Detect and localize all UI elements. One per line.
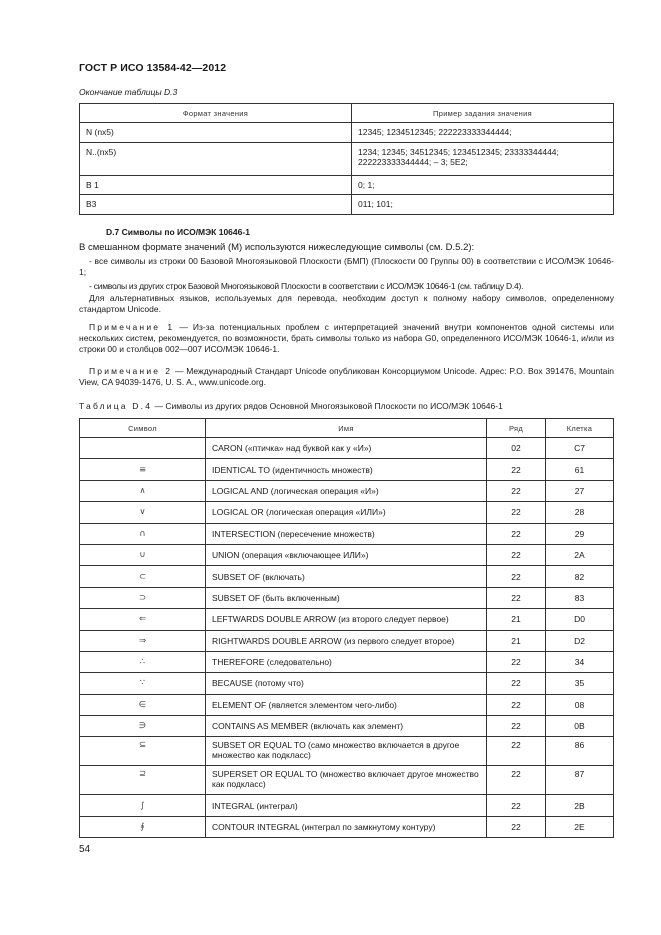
column-header-example: Пример задания значения xyxy=(352,104,614,123)
cell-row: 22 xyxy=(487,651,546,672)
table-row xyxy=(80,609,614,630)
cell-name: LOGICAL OR (логическая операция «ИЛИ») xyxy=(206,502,487,523)
table-row xyxy=(80,694,614,715)
cell-cell: 2A xyxy=(546,544,614,565)
cell-symbol: ≡ xyxy=(80,459,206,480)
table-row xyxy=(80,195,614,215)
cell-example: 12345; 1234512345; 222223333344444; xyxy=(352,123,614,143)
cell-cell: 28 xyxy=(546,502,614,523)
bullet-item: - символы из других строк Базовой Многоязыковой Плоскости в соответствии с ИСО/МЭК 10646-1 (см. таблицу D.4). xyxy=(89,281,524,291)
caption-label: Таблица D.4 xyxy=(79,401,153,411)
cell-symbol: ∴ xyxy=(80,651,206,672)
cell-format: N..(nx5) xyxy=(80,142,352,175)
cell-name: ELEMENT OF (является элементом чего-либо) xyxy=(206,694,487,715)
section-title: D.7 Символы по ИСО/МЭК 10646-1 xyxy=(106,227,250,237)
paragraph: Для альтернативных языков, используемых для перевода, необходим доступ к полному набору символов, определенному стандартом Unicode. xyxy=(79,293,614,314)
cell-cell: 82 xyxy=(546,566,614,587)
table-row xyxy=(80,716,614,737)
cell-row: 22 xyxy=(487,566,546,587)
cell-symbol xyxy=(80,438,206,459)
cell-name: CONTAINS AS MEMBER (включать как элемент) xyxy=(206,716,487,737)
cell-symbol: ∵ xyxy=(80,673,206,694)
cell-row: 22 xyxy=(487,716,546,737)
table-row xyxy=(80,480,614,501)
cell-cell: 86 xyxy=(546,737,614,766)
cell-cell: 27 xyxy=(546,480,614,501)
cell-name: INTEGRAL (интеграл) xyxy=(206,795,487,816)
table-row xyxy=(80,523,614,544)
table-row xyxy=(80,630,614,651)
cell-symbol: ⊃ xyxy=(80,587,206,608)
cell-cell: 08 xyxy=(546,694,614,715)
table-d4-caption xyxy=(79,401,503,411)
table-row xyxy=(80,544,614,565)
cell-symbol: ⊂ xyxy=(80,566,206,587)
cell-symbol: ⊆ xyxy=(80,737,206,766)
cell-name: SUBSET OR EQUAL TO (само множество включается в другое множество как подкласс) xyxy=(206,737,487,766)
table-row xyxy=(80,175,614,195)
cell-cell: 2B xyxy=(546,795,614,816)
cell-symbol: ∨ xyxy=(80,502,206,523)
cell-symbol: ∧ xyxy=(80,480,206,501)
table-row xyxy=(80,766,614,795)
table-row xyxy=(80,737,614,766)
cell-row: 22 xyxy=(487,544,546,565)
cell-row: 22 xyxy=(487,816,546,837)
caption-text: — Символы из других рядов Основной Многоязыковой Плоскости по ИСО/МЭК 10646-1 xyxy=(152,401,503,411)
note-label: Примечание 1 xyxy=(89,322,175,332)
cell-name: RIGHTWARDS DOUBLE ARROW (из первого следует второе) xyxy=(206,630,487,651)
table-row xyxy=(80,566,614,587)
table-row xyxy=(80,502,614,523)
cell-name: BECAUSE (потому что) xyxy=(206,673,487,694)
table-row xyxy=(80,142,614,175)
cell-symbol: ⇒ xyxy=(80,630,206,651)
cell-cell: 61 xyxy=(546,459,614,480)
cell-name: CONTOUR INTEGRAL (интеграл по замкнутому контуру) xyxy=(206,816,487,837)
cell-symbol: ∋ xyxy=(80,716,206,737)
table-row xyxy=(80,459,614,480)
cell-row: 21 xyxy=(487,609,546,630)
table-row xyxy=(80,123,614,143)
cell-cell: 34 xyxy=(546,651,614,672)
cell-name: CARON («птичка» над буквой как у «И») xyxy=(206,438,487,459)
cell-row: 22 xyxy=(487,673,546,694)
note-label: Примечание 2 xyxy=(89,366,173,376)
cell-symbol: ⊇ xyxy=(80,766,206,795)
note-1 xyxy=(79,322,614,354)
cell-symbol: ∈ xyxy=(80,694,206,715)
cell-example: 011; 101; xyxy=(352,195,614,215)
cell-row: 02 xyxy=(487,438,546,459)
cell-name: SUPERSET OR EQUAL TO (множество включает другое множество как подкласс) xyxy=(206,766,487,795)
column-header-row: Ряд xyxy=(487,419,546,438)
table-row xyxy=(80,816,614,837)
column-header-format: Формат значения xyxy=(80,104,352,123)
cell-name: LOGICAL AND (логическая операция «И») xyxy=(206,480,487,501)
page-number: 54 xyxy=(79,844,91,855)
table-d3-caption: Окончание таблицы D.3 xyxy=(79,87,178,97)
table-header-row xyxy=(80,419,614,438)
cell-example: 1234; 12345; 34512345; 1234512345; 23333344444; 222223333344444; – 3; 5E2; xyxy=(352,142,614,175)
cell-symbol: ⇐ xyxy=(80,609,206,630)
table-row xyxy=(80,795,614,816)
cell-name: SUBSET OF (включать) xyxy=(206,566,487,587)
document-header: ГОСТ Р ИСО 13584-42—2012 xyxy=(79,62,227,74)
cell-row: 22 xyxy=(487,694,546,715)
cell-symbol: ∮ xyxy=(80,816,206,837)
table-d3 xyxy=(79,103,614,215)
cell-row: 22 xyxy=(487,523,546,544)
cell-cell: D0 xyxy=(546,609,614,630)
note-text: — Из-за потенциальных проблем с интерпретацией значений внутри компонентов одной системы или нескольких систем, рекомендуется, по возможности, брать символы только из набора G0, определенного ИСО/МЭК 10646-1, и/или из строки 00 и столбцов 002—007 ИСО/МЭК 10646-1. xyxy=(79,322,614,354)
cell-row: 22 xyxy=(487,795,546,816)
cell-cell: 0B xyxy=(546,716,614,737)
cell-symbol: ∩ xyxy=(80,523,206,544)
table-row xyxy=(80,651,614,672)
cell-name: IDENTICAL TO (идентичность множеств) xyxy=(206,459,487,480)
cell-row: 22 xyxy=(487,480,546,501)
table-row xyxy=(80,673,614,694)
cell-format: N (nx5) xyxy=(80,123,352,143)
cell-name: THEREFORE (следовательно) xyxy=(206,651,487,672)
cell-name: LEFTWARDS DOUBLE ARROW (из второго следует первое) xyxy=(206,609,487,630)
table-row xyxy=(80,587,614,608)
cell-symbol: ∪ xyxy=(80,544,206,565)
cell-example: 0; 1; xyxy=(352,175,614,195)
note-2 xyxy=(79,366,614,388)
cell-cell: 83 xyxy=(546,587,614,608)
table-header-row xyxy=(80,104,614,123)
cell-name: INTERSECTION (пересечение множеств) xyxy=(206,523,487,544)
cell-row: 22 xyxy=(487,737,546,766)
cell-cell: 87 xyxy=(546,766,614,795)
column-header-symbol: Символ xyxy=(80,419,206,438)
cell-row: 22 xyxy=(487,587,546,608)
cell-name: UNION (операция «включающее ИЛИ») xyxy=(206,544,487,565)
table-d4 xyxy=(79,418,614,838)
cell-name: SUBSET OF (быть включенным) xyxy=(206,587,487,608)
cell-row: 22 xyxy=(487,459,546,480)
table-row xyxy=(80,438,614,459)
cell-row: 21 xyxy=(487,630,546,651)
cell-symbol: ∫ xyxy=(80,795,206,816)
cell-cell: 2E xyxy=(546,816,614,837)
cell-cell: C7 xyxy=(546,438,614,459)
cell-format: B 1 xyxy=(80,175,352,195)
cell-row: 22 xyxy=(487,502,546,523)
column-header-name: Имя xyxy=(206,419,487,438)
cell-row: 22 xyxy=(487,766,546,795)
note-text: — Международный Стандарт Unicode опубликован Консорциумом Unicode. Адрес: P.O. Box 391476, Mountain View, CA 94039-1476, U. S. A., www.unicode.org. xyxy=(79,366,614,387)
section-lead: В смешанном формате значений (M) используются нижеследующие символы (см. D.5.2): xyxy=(79,242,475,253)
cell-format: B3 xyxy=(80,195,352,215)
cell-cell: D2 xyxy=(546,630,614,651)
cell-cell: 29 xyxy=(546,523,614,544)
column-header-cell: Клетка xyxy=(546,419,614,438)
cell-cell: 35 xyxy=(546,673,614,694)
bullet-item: - все символы из строки 00 Базовой Многоязыковой Плоскости (БМП) (Плоскости 00 Группы 00) в соответствии с ИСО/МЭК 10646-1; xyxy=(79,256,614,277)
